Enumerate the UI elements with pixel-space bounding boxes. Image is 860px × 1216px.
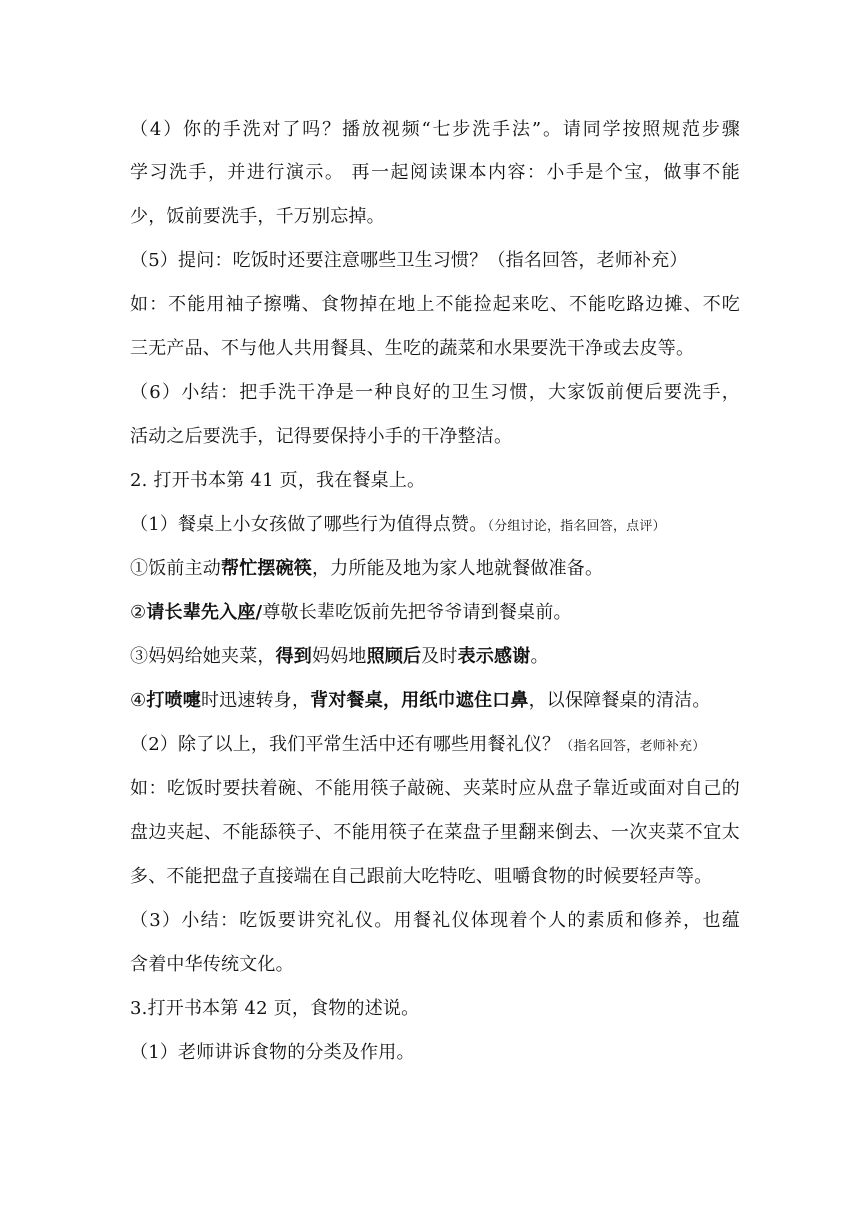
section-heading: 3.打开书本第 42 页，食物的述说。 (130, 998, 420, 1019)
list-item-bold-text: 打喷嚏 (146, 690, 201, 711)
list-item-text: 尊敬长辈吃饭前先把爷爷请到餐桌前。 (262, 602, 572, 623)
paragraph-line: （3）小结：吃饭要讲究礼仪。用餐礼仪体现着个人的素质和修养，也蕴 (130, 910, 740, 931)
paragraph-line: 如：不能用袖子擦嘴、食物掉在地上不能捡起来吃、不能吃路边摊、不吃 (130, 294, 740, 315)
paragraph-line: 多、不能把盘子直接端在自己跟前大吃特吃、咀嚼食物的时候要轻声等。 (130, 866, 713, 887)
section-heading: 2. 打开书本第 41 页，我在餐桌上。 (130, 470, 426, 491)
question-text: （1）餐桌上小女孩做了哪些行为值得点赞。 (130, 514, 488, 535)
list-item-text: ② (130, 602, 147, 623)
paragraph-line: 活动之后要洗手，记得要保持小手的干净整洁。 (130, 426, 513, 447)
list-item (130, 645, 740, 669)
list-item-bold-text: 照顾后 (366, 646, 422, 667)
list-item-text: ③妈妈给她夹菜， (130, 646, 276, 667)
list-item-bold-text: 得到 (275, 646, 313, 667)
list-item-bold-text: 帮忙摆碗筷 (221, 558, 312, 579)
list-item-bold-text: 请长辈先入座/ (146, 602, 263, 623)
question-text: （2）除了以上，我们平常生活中还有哪些用餐礼仪？ (130, 734, 561, 755)
paragraph-line: （1）老师讲诉食物的分类及作用。 (130, 1042, 415, 1063)
question-note: （指名回答，老师补充） (560, 739, 706, 754)
list-item-bold-text: 表示感谢 (457, 646, 531, 667)
list-item-text: 及时 (421, 646, 458, 667)
paragraph-line: 学习洗手，并进行演示。 再一起阅读课本内容：小手是个宝，做事不能 (130, 162, 740, 183)
paragraph-line: 少，饭前要洗手，千万别忘掉。 (130, 206, 385, 227)
question-note: （分组讨论，指名回答，点评） (487, 519, 666, 534)
list-item (130, 557, 740, 581)
list-item-text: 时迅速转身， (200, 690, 311, 711)
list-item (130, 601, 740, 625)
list-item-text: 妈妈地 (312, 646, 367, 667)
question-line (130, 513, 740, 539)
list-item-text: ①饭前主动 (130, 558, 221, 579)
list-item-bold-text: 背对餐桌，用纸巾遮住口鼻 (310, 690, 529, 711)
paragraph-line: 三无产品、不与他人共用餐具、生吃的蔬菜和水果要洗干净或去皮等。 (130, 338, 695, 359)
list-item (130, 689, 740, 713)
paragraph-line: （5）提问：吃饭时还要注意哪些卫生习惯？（指名回答，老师补充） (130, 250, 688, 271)
paragraph-line: 盘边夹起、不能舔筷子、不能用筷子在菜盘子里翻来倒去、一次夹菜不宜太 (130, 822, 740, 843)
list-item-text: ，力所能及地为家人地就餐做准备。 (312, 558, 604, 579)
question-line (130, 733, 740, 759)
list-item-text: ，以保障餐桌的清洁。 (528, 690, 711, 711)
list-item-text: ④ (130, 690, 147, 711)
paragraph-line: （6）小结：把手洗干净是一种良好的卫生习惯，大家饭前便后要洗手， (130, 382, 740, 403)
paragraph-line: 如：吃饭时要扶着碗、不能用筷子敲碗、夹菜时应从盘子靠近或面对自己的 (130, 778, 740, 799)
paragraph-line: 含着中华传统文化。 (130, 954, 294, 975)
list-item-text: 。 (530, 646, 549, 667)
paragraph-line: （4）你的手洗对了吗？播放视频“七步洗手法”。请同学按照规范步骤 (130, 119, 740, 140)
